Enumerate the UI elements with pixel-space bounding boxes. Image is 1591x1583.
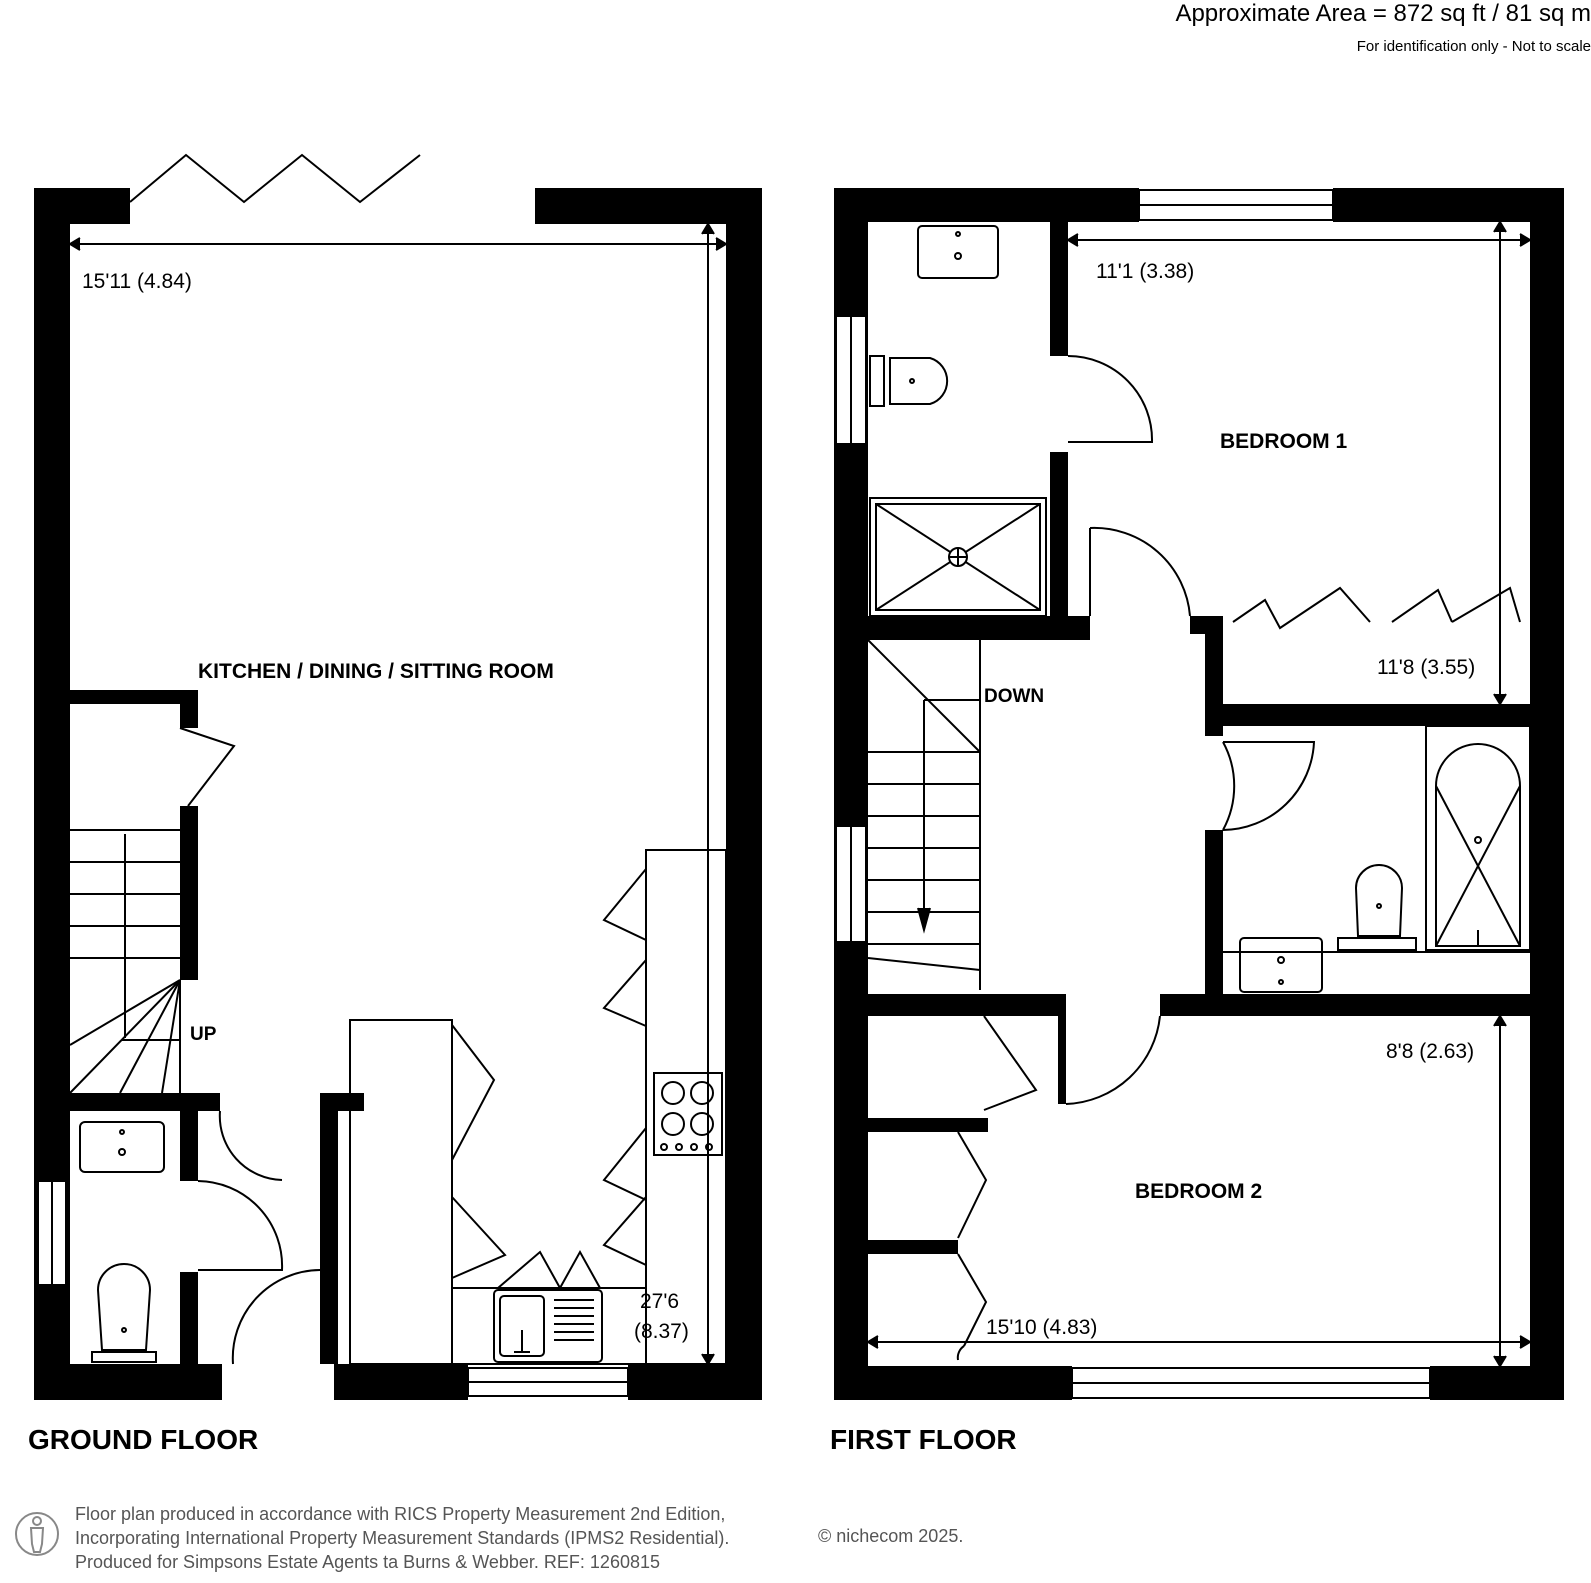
wall: [868, 1240, 958, 1254]
wall: [1058, 994, 1066, 1104]
wall: [1050, 452, 1068, 616]
wall: [868, 616, 1090, 640]
worktop: [452, 1288, 646, 1364]
dimension-length-m: (8.37): [634, 1320, 689, 1343]
first-floor-title: FIRST FLOOR: [830, 1424, 1017, 1455]
dimension-width: 15'11 (4.84): [82, 270, 192, 293]
wall: [180, 806, 198, 980]
copyright-notice: © nichecom 2025.: [818, 1526, 964, 1546]
wall: [70, 690, 198, 704]
worktop: [646, 850, 726, 1364]
wall: [1530, 188, 1564, 1400]
wall: [34, 1364, 222, 1400]
arrow-down-icon: [918, 908, 930, 930]
wall: [1430, 1366, 1564, 1400]
wall: [334, 1364, 468, 1400]
wall: [1050, 222, 1068, 356]
toilet: [92, 1352, 156, 1362]
scale-note: For identification only - Not to scale: [1356, 38, 1591, 55]
footer-line-3: Produced for Simpsons Estate Agents ta Burns & Webber. REF: 1260815: [75, 1552, 660, 1572]
wall: [320, 1093, 338, 1364]
footer-notes: [75, 1502, 729, 1574]
dimension-bedroom2-width: 15'10 (4.83): [986, 1316, 1098, 1339]
approximate-area: Approximate Area = 872 sq ft / 81 sq m: [1175, 0, 1591, 27]
bifold-door: [130, 155, 420, 202]
dimension-bedroom1-length: 11'8 (3.55): [1377, 656, 1476, 679]
wall: [834, 188, 1139, 222]
footer-line-1: Floor plan produced in accordance with RICS Property Measurement 2nd Edition,: [75, 1504, 726, 1524]
room-label-bedroom-1: BEDROOM 1: [1220, 430, 1348, 453]
dimension-bedroom1-width: 11'1 (3.38): [1096, 260, 1195, 283]
wall: [834, 1366, 1072, 1400]
stairs-label-up: UP: [190, 1024, 217, 1045]
room-label-kitchen: KITCHEN / DINING / SITTING ROOM: [198, 660, 554, 683]
ground-floor-lines: [38, 155, 726, 1396]
wall: [1333, 188, 1564, 222]
wall: [1160, 994, 1530, 1016]
wall: [1205, 704, 1530, 726]
wall: [1205, 830, 1223, 1002]
stairs-label-down: DOWN: [984, 686, 1045, 707]
dimension-length-ft: 27'6: [640, 1290, 680, 1313]
toilet: [1338, 938, 1416, 950]
footer-line-2: Incorporating International Property Measurement Standards (IPMS2 Residential).: [75, 1528, 730, 1548]
wall: [726, 188, 762, 1400]
wall: [180, 1272, 198, 1364]
kitchen-island: [350, 1020, 452, 1364]
wall: [180, 690, 198, 728]
toilet: [870, 356, 884, 406]
room-label-bedroom-2: BEDROOM 2: [1135, 1180, 1263, 1203]
ground-floor-title: GROUND FLOOR: [28, 1424, 259, 1455]
dimension-bedroom2-length: 8'8 (2.63): [1386, 1040, 1475, 1063]
ground-floor-plan: [34, 188, 762, 1400]
wall: [180, 1093, 198, 1181]
person-icon: [14, 1506, 60, 1562]
wall: [868, 994, 1058, 1016]
wall: [868, 1118, 988, 1132]
wall: [628, 1364, 762, 1400]
first-floor-lines: [836, 190, 1530, 1398]
